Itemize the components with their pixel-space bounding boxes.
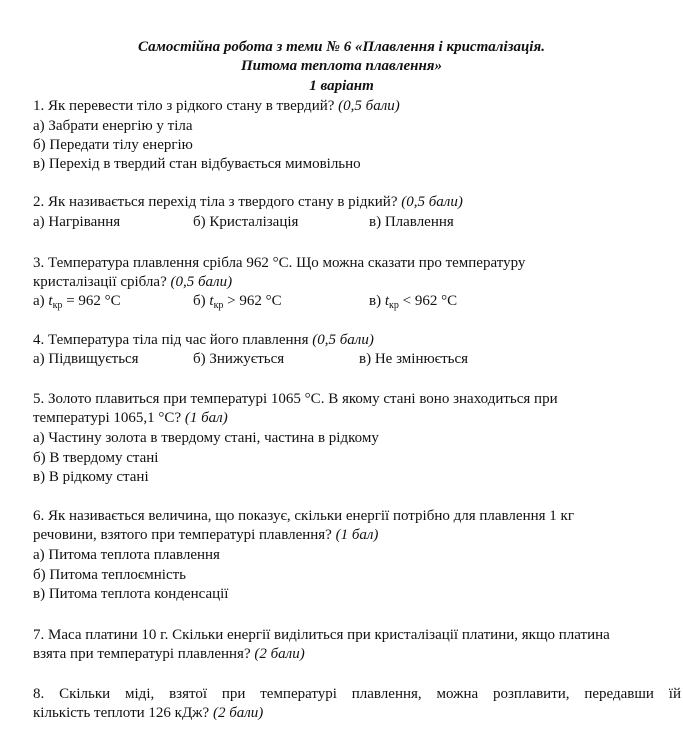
question-4-option-c: в) Не змінюється xyxy=(359,351,469,367)
question-4-option-b: б) Знижується xyxy=(193,351,285,367)
question-1-points: (0,5 бали) xyxy=(338,98,400,114)
question-6-option-a: а) Питома теплота плавлення xyxy=(33,547,220,563)
question-3-line1: 3. Температура плавлення срібла 962 °С. Що можна сказати про температуру xyxy=(33,255,526,271)
question-2-option-b: б) Кристалізація xyxy=(193,214,299,230)
question-3-option-a: а) $t_{кр} = 962$ °С xyxy=(33,293,121,311)
question-3-option-c: в) $t_{кр} < 962$ °С xyxy=(369,293,458,311)
question-2-option-a: а) Нагрівання xyxy=(33,214,121,230)
question-6-line2 xyxy=(33,526,378,545)
worksheet-title-line1: Самостійна робота з теми № 6 «Плавлення і кристалізація. xyxy=(138,39,545,55)
question-2-points: (0,5 бали) xyxy=(401,194,463,210)
question-7-text: взята при температурі плавлення? xyxy=(33,646,255,662)
question-3-text: кристалізації срібла? xyxy=(33,274,171,290)
question-1-text: 1. Як перевести тіло з рідкого стану в твердий? xyxy=(33,98,339,114)
question-4 xyxy=(33,331,374,350)
question-6-points: (1 бал) xyxy=(335,527,379,543)
question-5-option-b: б) В твердому стані xyxy=(33,450,159,466)
question-4-points: (0,5 бали) xyxy=(312,332,374,348)
question-5-points: (1 бал) xyxy=(184,410,228,426)
question-6-option-c: в) Питома теплота конденсації xyxy=(33,586,229,602)
question-8-line2 xyxy=(33,704,263,723)
question-3-option-b: б) $t_{кр} > 962$ °С xyxy=(193,293,282,311)
question-4-option-a: а) Підвищується xyxy=(33,351,139,367)
question-3-line2 xyxy=(33,273,232,292)
question-2 xyxy=(33,193,463,212)
question-6-line1: 6. Як називається величина, що показує, скільки енергії потрібно для плавлення 1 кг xyxy=(33,508,574,524)
question-5-line2 xyxy=(33,409,228,428)
question-7-points: (2 бали) xyxy=(254,646,305,662)
question-2-text: 2. Як називається перехід тіла з твердого стану в рідкий? xyxy=(33,194,402,210)
question-8-text: кількість теплоти 126 кДж? xyxy=(33,705,213,721)
question-1-option-a: а) Забрати енергію у тіла xyxy=(33,118,193,134)
question-6-text: речовини, взятого при температурі плавлення? xyxy=(33,527,336,543)
question-7-line1: 7. Маса платини 10 г. Скільки енергії виділиться при кристалізації платини, якщо платина xyxy=(33,627,610,643)
question-5-option-a: а) Частину золота в твердому стані, частина в рідкому xyxy=(33,430,379,446)
question-8-line1: 8. Скільки міді, взятої при температурі плавлення, можна розплавити, передавши їй xyxy=(33,686,681,702)
question-7-line2 xyxy=(33,645,305,664)
question-1 xyxy=(33,97,400,116)
worksheet-title-line2: Питома теплота плавлення» xyxy=(241,58,442,74)
question-2-option-c: в) Плавлення xyxy=(369,214,454,230)
question-6-option-b: б) Питома теплоємність xyxy=(33,567,187,583)
variant-label: 1 варіант xyxy=(309,78,374,94)
question-1-option-c: в) Перехід в твердий стан відбувається мимовільно xyxy=(33,156,361,172)
question-5-text: температурі 1065,1 °С? xyxy=(33,410,185,426)
question-1-option-b: б) Передати тілу енергію xyxy=(33,137,193,153)
question-8-points: (2 бали) xyxy=(212,705,264,721)
question-4-text: 4. Температура тіла під час його плавлення xyxy=(33,332,313,348)
question-3-points: (0,5 бали) xyxy=(170,274,233,290)
question-5-option-c: в) В рідкому стані xyxy=(33,469,149,485)
question-5-line1: 5. Золото плавиться при температурі 1065 °С. В якому стані воно знаходиться при xyxy=(33,391,558,407)
